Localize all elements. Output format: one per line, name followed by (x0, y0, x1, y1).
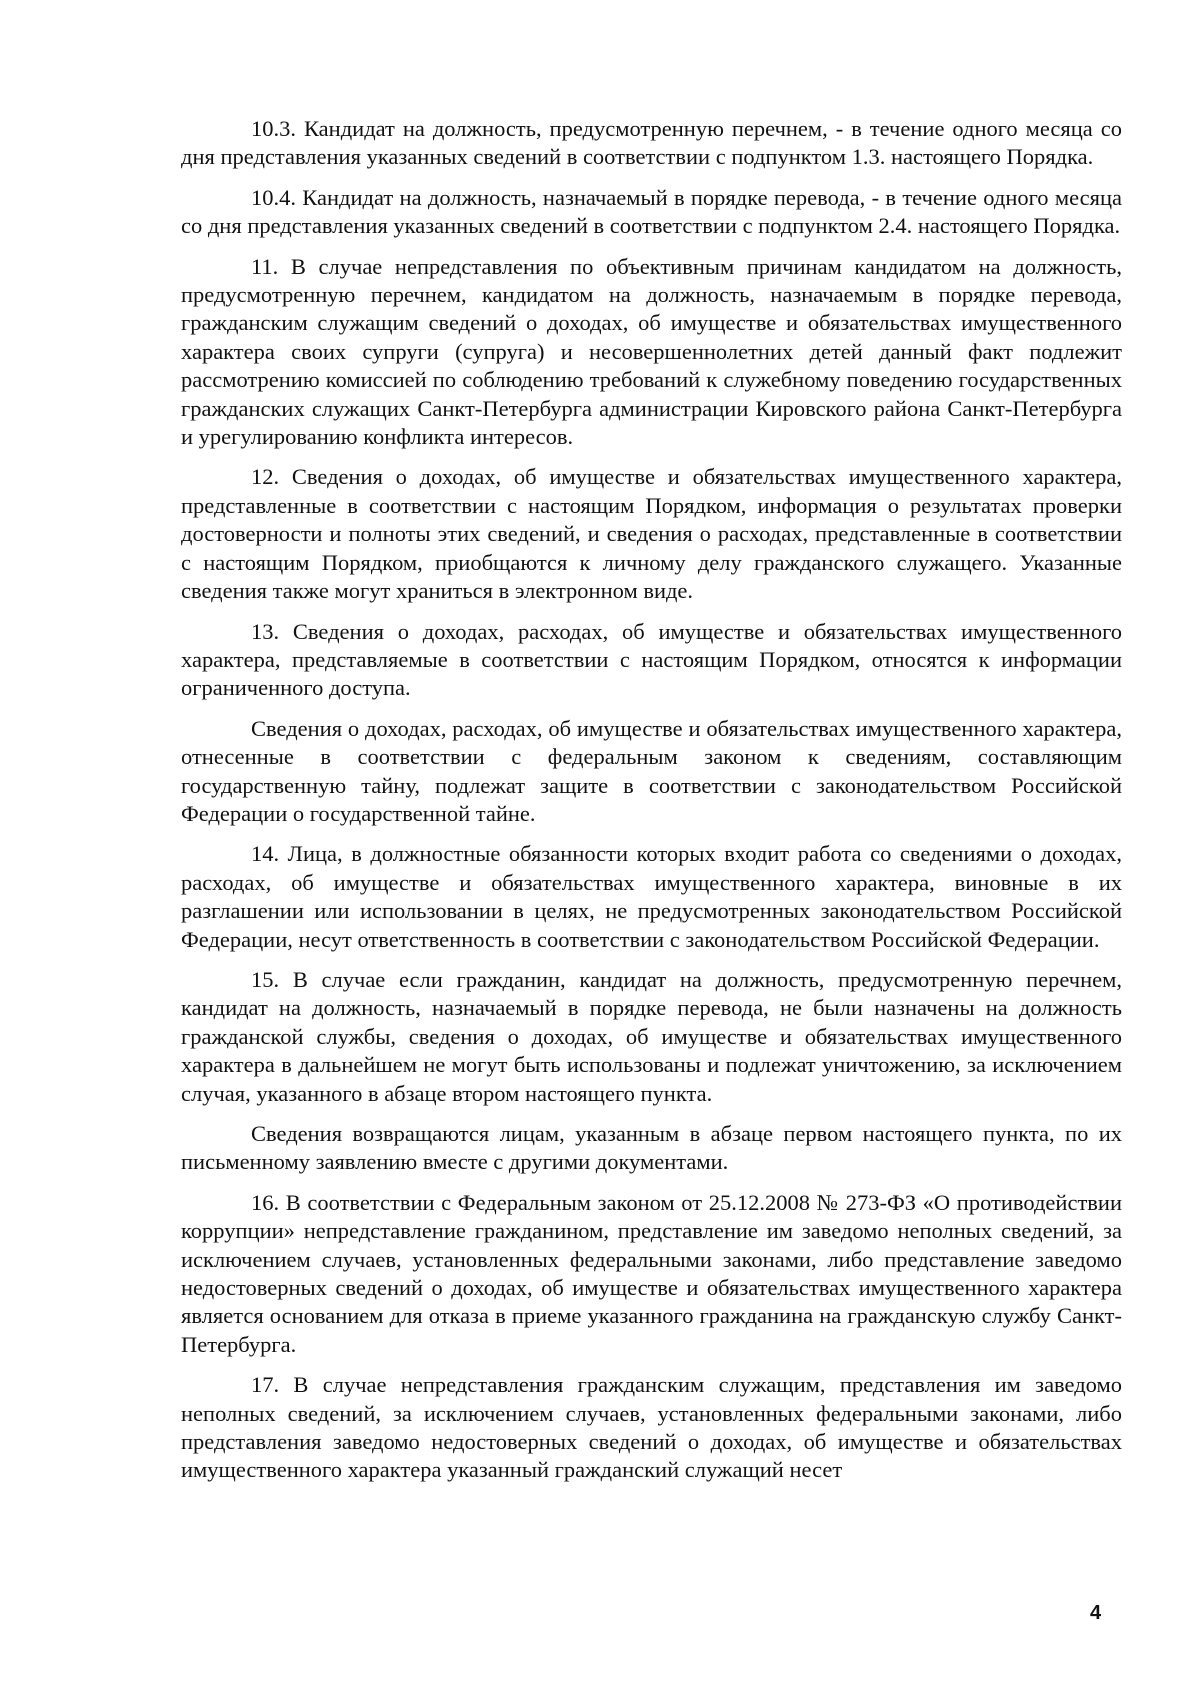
paragraph-15: 15. В случае если гражданин, кандидат на должность, предусмотренную перечнем, кандидат на должность, назначаемый в порядке перевода, не были назначены на должность гражданской службы, сведения о доходах, об имуществе и обязательствах имущественного характера в дальнейшем не могут быть использованы и подлежат уничтожению, за исключением случая, указанного в абзаце втором настоящего пункта. (181, 966, 1122, 1106)
paragraph-15-return: Сведения возвращаются лицам, указанным в абзаце первом настоящего пункта, по их письменному заявлению вместе с другими документами. (181, 1121, 1122, 1175)
paragraph-13: 13. Сведения о доходах, расходах, об имуществе и обязательствах имущественного характера, представляемые в соответствии с настоящим Порядком, относятся к информации ограниченного доступа. (181, 618, 1122, 701)
paragraph-10-3: 10.3. Кандидат на должность, предусмотренную перечнем, - в течение одного месяца со дня представления указанных сведений в соответствии с подпунктом 1.3. настоящего Порядка. (181, 116, 1122, 170)
paragraph-14: 14. Лица, в должностные обязанности которых входит работа со сведениями о доходах, расходах, об имуществе и обязательствах имущественного характера, виновные в их разглашении или использовании в целях, не предусмотренных законодательством Российской Федерации, несут ответственность в соответствии с законодательством Российской Федерации. (181, 841, 1122, 952)
paragraph-11: 11. В случае непредставления по объективным причинам кандидатом на должность, предусмотренную перечнем, кандидатом на должность, назначаемым в порядке перевода, гражданским служащим сведений о доходах, об имуществе и обязательствах имущественного характера своих супруги (супруга) и несовершеннолетних детей данный факт подлежит рассмотрению комиссией по соблюдению требований к служебному поведению государственных гражданских служащих Санкт-Петербурга администрации Кировского района Санкт-Петербурга и урегулированию конфликта интересов. (181, 253, 1122, 450)
paragraph-16: 16. В соответствии с Федеральным законом от 25.12.2008 № 273-ФЗ «О противодействии коррупции» непредставление гражданином, представление им заведомо неполных сведений, за исключением случаев, установленных федеральными законами, либо представление заведомо недостоверных сведений о доходах, об имуществе и обязательствах имущественного характера является основанием для отказа в приеме указанного гражданина на гражданскую службу Санкт-Петербурга. (181, 1189, 1122, 1357)
document-body (181, 115, 1122, 1497)
paragraph-10-4: 10.4. Кандидат на должность, назначаемый в порядке перевода, - в течение одного месяца со дня представления указанных сведений в соответствии с подпунктом 2.4. настоящего Порядка. (181, 184, 1122, 239)
paragraph-17: 17. В случае непредставления гражданским служащим, представления им заведомо неполных сведений, за исключением случаев, установленных федеральными законами, либо представления заведомо недостоверных сведений о доходах, об имуществе и обязательствах имущественного характера указанный гражданский служащий несет (181, 1372, 1122, 1483)
page-number: 4 (1090, 1602, 1102, 1624)
paragraph-12: 12. Сведения о доходах, об имуществе и обязательствах имущественного характера, представленные в соответствии с настоящим Порядком, информация о результатах проверки достоверности и полноты этих сведений, и сведения о расходах, представленные в соответствии с настоящим Порядком, приобщаются к личному делу гражданского служащего. Указанные сведения также могут храниться в электронном виде. (181, 464, 1122, 604)
paragraph-13-secret: Сведения о доходах, расходах, об имуществе и обязательствах имущественного характера, отнесенные в соответствии с федеральным законом к сведениям, составляющим государственную тайну, подлежат защите в соответствии с законодательством Российской Федерации о государственной тайне. (181, 715, 1122, 826)
